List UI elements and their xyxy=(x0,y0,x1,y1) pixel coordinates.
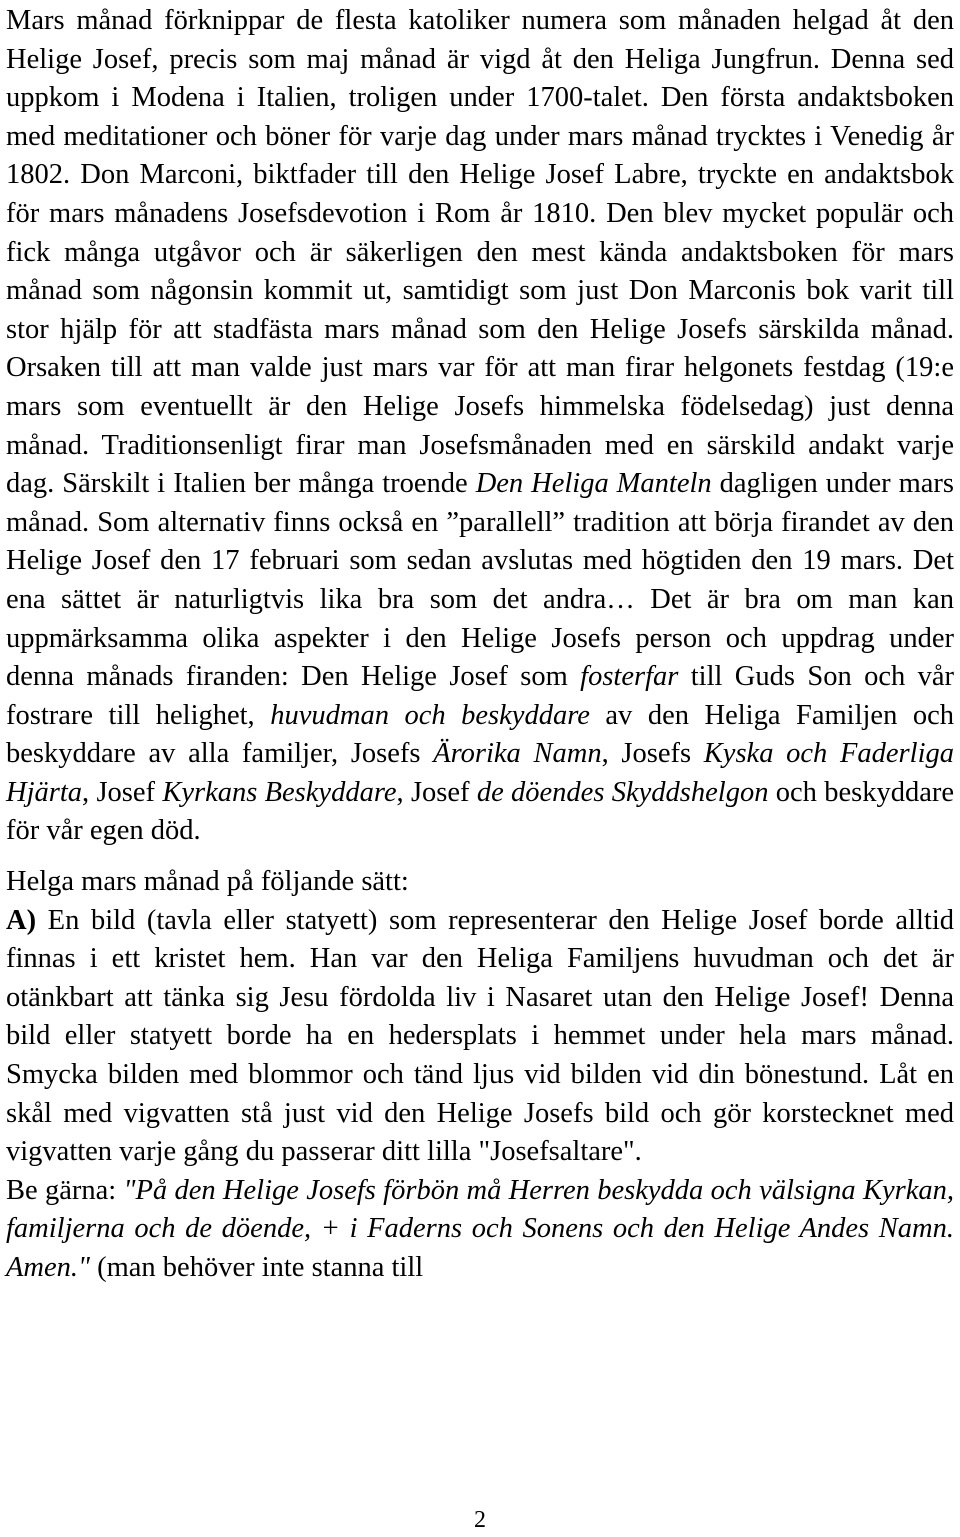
prayer-lead: Be gärna: xyxy=(6,1174,124,1206)
prayer-text: "På den Helige Josefs förbön må Herren beskydda och välsigna Kyrkan, familjerna och de döende, + i Faderns och Sonens och den Helige Andes Namn. Amen." xyxy=(6,1174,954,1283)
list-item-label-a: A) xyxy=(6,904,37,936)
italic-text-huvudman: huvudman och beskyddare xyxy=(270,699,590,731)
italic-text-fosterfar: fosterfar xyxy=(580,661,679,693)
document-page xyxy=(6,0,954,1288)
italic-text-skyddshelgon: de döendes Skyddshelgon xyxy=(476,776,769,808)
text-run: och beskyddare för vår egen död. xyxy=(6,776,954,847)
page-number: 2 xyxy=(474,1507,486,1533)
text-run: Mars månad förknippar de flesta katoliker numera som månaden helgad åt den Helige Josef, precis som maj månad är vigd åt den Heliga Jungfrun. Denna sed uppkom i Modena i Italien, troligen under 1700-talet. Den första andaktsboken med meditationer och böner för varje dag under mars månad trycktes i Venedig år 1802. Don Marconi, biktfader till den Helige Josef Labre, tryckte en andaktsbok för mars månadens Josefsdevotion i Rom år 1810. Den blev mycket populär och fick många utgåvor och är säkerligen den mest kända andaktsboken för mars månad som någonsin kommit ut, samtidigt som just Don Marconis bok varit till stor hjälp för att stadfästa mars månad som den Helige Josefs särskilda månad. Orsaken till att man valde just mars var för att man firar helgonets festdag (19:e mars som eventuellt är den Helige Josefs himmelska födelsedag) just denna månad. Traditionsenligt firar man Josefsmånaden med en särskild andakt varje dag. Särskilt i Italien ber många troende xyxy=(6,5,954,500)
italic-text-kyrkans-beskyddare: Kyrkans Beskyddare xyxy=(162,776,397,808)
paragraph-josef-month-history xyxy=(6,2,954,851)
list-item-text-a: En bild (tavla eller statyett) som representerar den Helige Josef borde alltid finnas i ett kristet hem. Han var den Heliga Familjens huvudman och det är otänkbart att tänka sig Jesu fördolda liv i Nasaret utan den Helige Josef! Denna bild eller statyett borde ha en hedersplats i hemmet under hela mars månad. Smycka bilden med blommor och tänd ljus vid bilden vid din bönestund. Låt en skål med vigvatten stå just vid den Helige Josefs bild och gör korstecknet med vigvatten varje gång du passerar ditt lilla "Josefsaltare". xyxy=(6,904,954,1168)
text-run: (man behöver inte stanna till xyxy=(89,1252,424,1283)
text-run: , Josef xyxy=(396,776,477,808)
text-run: , Josefs xyxy=(601,738,704,770)
italic-text-den-heliga-manteln: Den Heliga Manteln xyxy=(475,468,712,500)
italic-text-kyska-hjarta: Kyska och Faderliga Hjärta xyxy=(6,738,954,808)
text-run: av den Heliga Familjen och beskyddare av alla familjer, Josefs xyxy=(6,699,954,770)
text-run: till Guds Son och vår fostrare till helighet, xyxy=(6,661,954,731)
text-run: dagligen under mars månad. Som alternativ finns också en ”parallell” tradition att börja firandet av den Helige Josef den 17 februari som sedan avslutas med högtiden den 19 mars. Det ena sättet är naturligtvis lika bra som det andra… Det är bra om man kan uppmärksamma olika aspekter i den Helige Josefs person och uppdrag under denna månads firanden: Den Helige Josef som xyxy=(6,468,954,693)
italic-text-arorika-namn: Ärorika Namn xyxy=(433,738,602,770)
paragraph-how-to-celebrate xyxy=(6,863,954,1288)
section-heading: Helga mars månad på följande sätt: xyxy=(6,866,409,898)
text-run: , Josef xyxy=(82,776,163,808)
